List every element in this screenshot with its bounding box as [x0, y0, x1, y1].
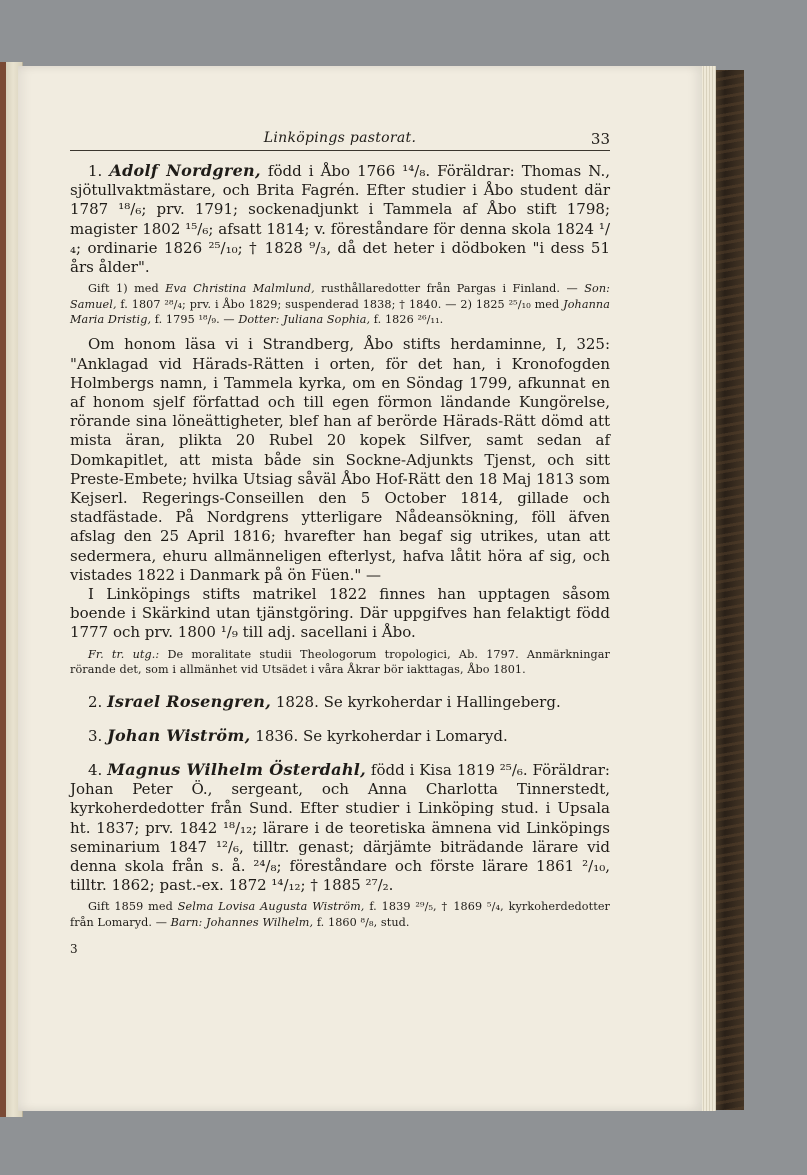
note-part: Fr. tr. utg.: — [88, 647, 160, 661]
entry-1 — [70, 161, 610, 678]
entry-text: född i Åbo 1766 ¹⁴/₈. Föräldrar: Thomas N., sjötullvaktmästare, och Brita Fagrén. Efter studier i Åbo student där 1787 ¹⁸/₆; prv. 1791; sockenadjunkt i Tammela af Åbo stift 1798; magister 1802 ¹⁵/₆; afsatt 1814; v. föreståndare för denna skola 1824 ¹/₄; ordinarie 1826 ²⁵/₁₀; † 1828 ⁹/₃, då det heter i dödboken "i dess 51 års ålder". — [70, 162, 610, 277]
note-part: f. 1807 ²⁸/₄; prv. i Åbo 1829; suspenderad 1838; † 1840. — 2) 1825 ²⁵/₁₀ med — [116, 297, 564, 311]
page-number: 33 — [590, 130, 610, 148]
entry-text: 1836. Se kyrkoherdar i Lomaryd. — [255, 726, 508, 745]
note-part: f. 1795 ¹⁸/₉. — — [151, 313, 239, 327]
note-part: Dotter: Juliana Sophia, — [238, 313, 371, 327]
book-page — [18, 66, 702, 1111]
signature-mark: 3 — [70, 942, 78, 957]
entry-number: 3. — [88, 726, 103, 745]
entry-1-main — [70, 161, 610, 277]
entry-3-main — [70, 726, 610, 746]
entry-2 — [70, 692, 610, 712]
entry-number: 4. — [88, 760, 103, 779]
entry-4-main — [70, 760, 610, 895]
note-part: rusthållaredotter från Pargas i Finland. — — [314, 282, 585, 296]
note-part: Selma Lovisa Augusta Wiström, — [177, 900, 365, 914]
note-part: De moralitate studii Theologorum tropologici, Ab. 1797. Anmärkningar rörande det, som i allmänhet vid Utsädet i våra Åkrar bör iakttagas, Åbo 1801. — [70, 647, 610, 677]
page-content — [70, 124, 610, 956]
entry-1-family-note — [70, 281, 610, 327]
note-part: Johanna Maria Dristig, — [70, 297, 610, 327]
entry-name: Adolf Nordgren, — [109, 161, 261, 180]
entry-name: Magnus Wilhelm Österdahl, — [107, 759, 367, 779]
entry-text: 1828. Se kyrkoherdar i Hallingeberg. — [275, 692, 561, 711]
entry-text: född i Kisa 1819 ²⁵/₆. Föräldrar: Johan Peter Ö., sergeant, och Anna Charlotta Tinnerstedt, kyrkoherdedotter från Sund. Efter studier i Linköping stud. i Upsala ht. 1837; prv. 1842 ¹⁸/₁₂; lärare i de teoretiska ämnena vid Linköpings seminarium 1847 ¹²/₆, tilltr. genast; därjämte biträdande lärare vid denna skola från s. å. ²⁴/₈; föreståndare och förste lärare 1861 ²/₁₀, tilltr. 1862; past.-ex. 1872 ¹⁴/₁₂; † 1885 ²⁷/₂. — [70, 760, 610, 895]
entry-1-matrikel-paragraph: I Linköpings stifts matrikel 1822 finnes han upptagen såsom boende i Skärkind utan tjänstgöring. Där uppgifves han felaktigt född 1777 och prv. 1800 ¹/₉ till adj. sacellani i Åbo. — [70, 585, 610, 642]
entry-2-main — [70, 692, 610, 712]
entry-1-quote-paragraph: Om honom läsa vi i Strandberg, Åbo stifts herdaminne, I, 325: "Anklagad vid Härads-Rätten i orten, för det han, i Kronofogden Holmbergs namn, i Tammela kyrka, om en Söndag 1799, afkunnat en af honom sjelf författad och till egen förmon ländande Kungörelse, rörande sina löneättigheter, blef han af berörde Härads-Rätt dömd att mista äran, plikta 20 Rubel 20 kopek Silfver, samt sedan af Domkapitlet, att mista både sin Sockne-Adjunkts Tjenst, och sitt Preste-Embete; hvilka Utsiag såväl Åbo Hof-Rätt den 18 Maj 1813 som Kejserl. Regerings-Conseillen den 5 October 1814, gillade och stadfästade. På Nordgrens ytterligare Nådeansökning, föll äfven afslag den 25 April 1816; hvarefter han begaf sig utrikes, utan att sedermera, ehuru allmänneligen efterlyst, hafva låtit höra af sig, och vistades 1822 i Danmark på ön Füen." — — [70, 335, 610, 584]
entry-name: Israel Rosengren, — [107, 691, 272, 711]
note-part: Son: Samuel, — [70, 282, 610, 311]
entry-number: 1. — [88, 162, 103, 180]
entry-4 — [70, 760, 610, 930]
note-part: f. 1839 ²⁹/₅, † 1869 ⁵/₄, kyrkoherdedotter från Lomaryd. — — [70, 900, 610, 929]
note-part: Gift 1) med — [88, 282, 166, 296]
book-cover-edge — [0, 62, 6, 1117]
note-part: f. 1860 ⁸/₈, stud. — [313, 915, 410, 929]
running-title: Linköpings pastorat. — [263, 130, 417, 146]
note-part: Eva Christina Malmlund, — [165, 282, 315, 296]
entry-number: 2. — [88, 692, 103, 711]
entry-name: Johan Wiström, — [107, 725, 251, 745]
running-header — [70, 124, 610, 151]
note-part: Gift 1859 med — [88, 900, 178, 914]
entry-1-publications-note — [70, 647, 610, 678]
note-part: Barn: Johannes Wilhelm, — [170, 915, 314, 929]
entry-4-family-note — [70, 899, 610, 930]
entry-3 — [70, 726, 610, 746]
note-part: f. 1826 ²⁶/₁₁. — [370, 313, 444, 327]
